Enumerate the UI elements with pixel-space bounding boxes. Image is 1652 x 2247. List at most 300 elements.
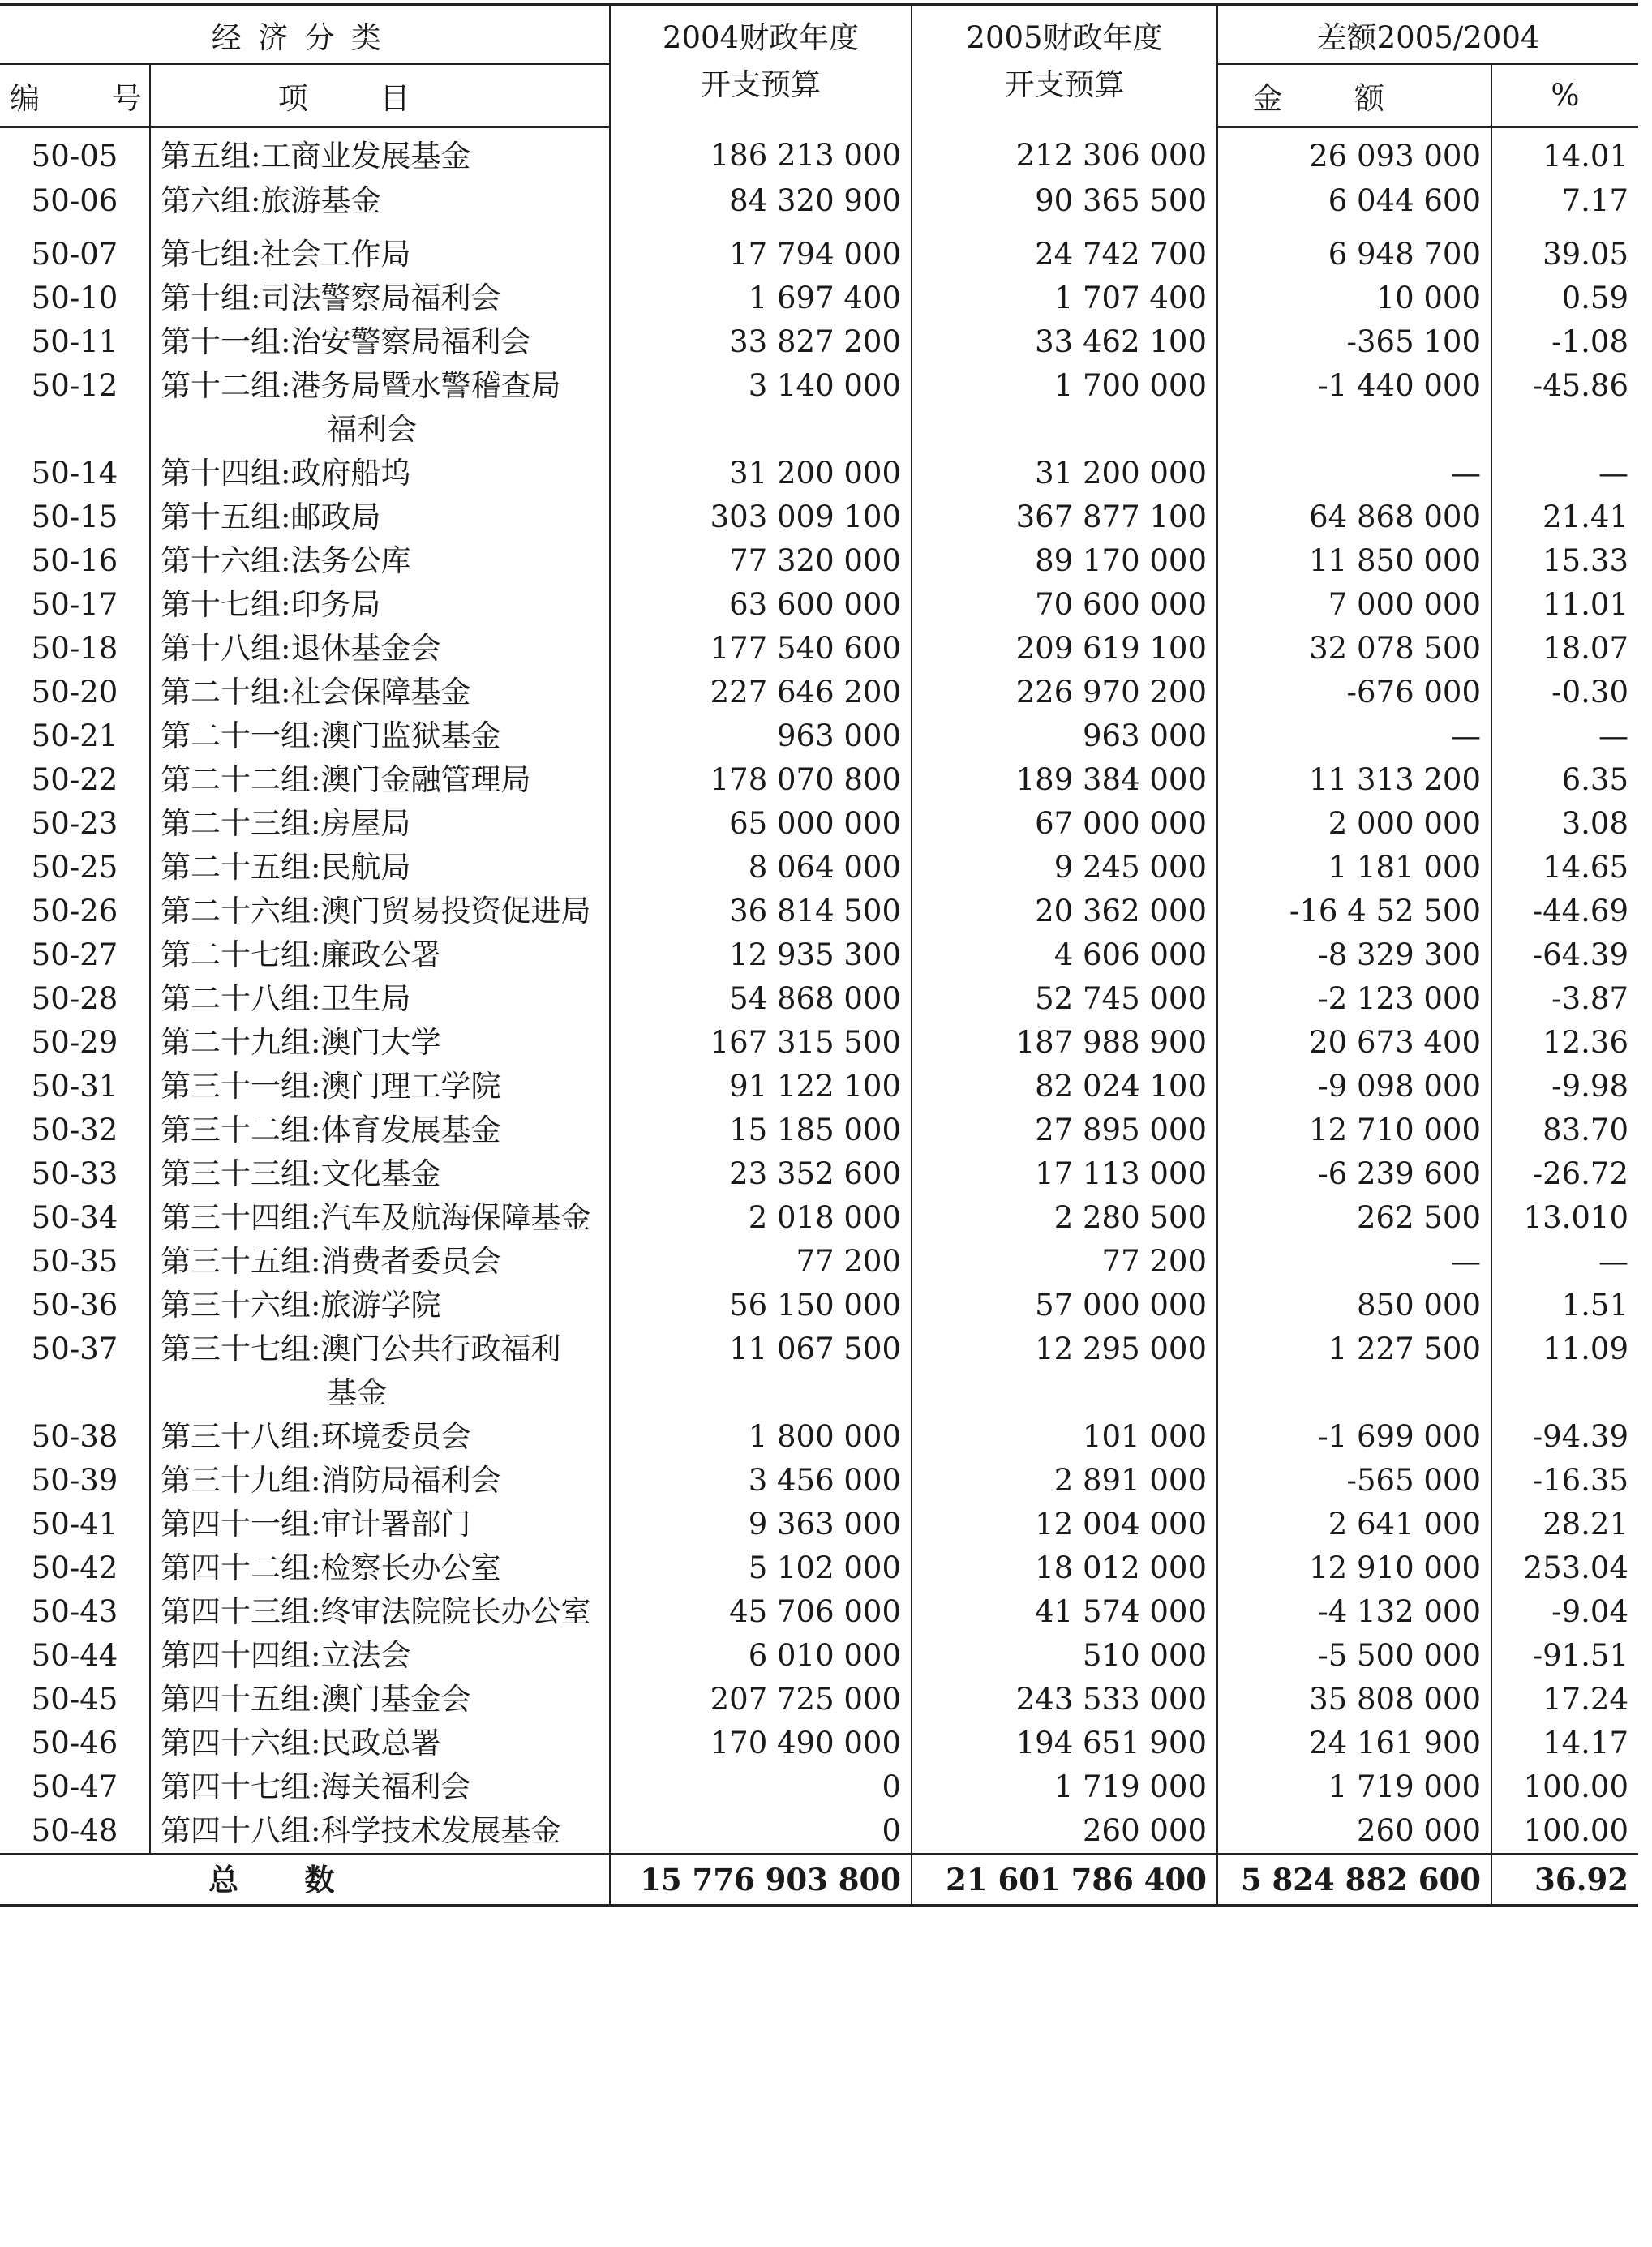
row-item — [150, 1634, 610, 1678]
row-y2005: 212 306 000 — [912, 127, 1217, 179]
row-item — [150, 1284, 610, 1327]
total-y2004: 15 776 903 800 — [610, 1854, 912, 1906]
table-row — [0, 1196, 1638, 1240]
row-item — [150, 933, 610, 977]
row-item-label: 第二十二组:澳门金融管理局 — [161, 761, 531, 797]
table-row — [0, 233, 1638, 277]
row-y2004: 5 102 000 — [610, 1546, 912, 1590]
row-y2004: 65 000 000 — [610, 802, 912, 846]
row-item-label: 第二十九组:澳门大学 — [161, 1024, 441, 1060]
row-amount: -4 132 000 — [1217, 1590, 1491, 1634]
row-code: 50-29 — [31, 1024, 118, 1060]
row-pct: 11.09 — [1491, 1327, 1638, 1415]
row-code: 50-25 — [31, 849, 118, 885]
row-item — [150, 890, 610, 933]
row-y2005: 367 877 100 — [912, 495, 1217, 539]
row-y2004: 207 725 000 — [610, 1678, 912, 1722]
row-pct: — — [1491, 714, 1638, 758]
row-pct: -64.39 — [1491, 933, 1638, 977]
row-item-label: 第三十四组:汽车及航海保障基金 — [161, 1199, 591, 1235]
row-y2004: 0 — [610, 1765, 912, 1809]
row-amount: -9 098 000 — [1217, 1065, 1491, 1108]
row-y2005: 101 000 — [912, 1415, 1217, 1459]
row-pct: 28.21 — [1491, 1503, 1638, 1546]
row-y2004: 303 009 100 — [610, 495, 912, 539]
table-row — [0, 627, 1638, 671]
row-code: 50-17 — [31, 586, 118, 622]
row-amount: -1 440 000 — [1217, 364, 1491, 452]
table-row — [0, 1765, 1638, 1809]
row-y2005: 82 024 100 — [912, 1065, 1217, 1108]
row-item — [150, 1065, 610, 1108]
row-item-label: 第五组:工商业发展基金 — [161, 139, 471, 174]
table-row — [0, 1108, 1638, 1152]
row-code: 50-10 — [31, 280, 118, 315]
row-item-continuation: 福利会 — [327, 411, 417, 447]
row-y2004: 1 697 400 — [610, 277, 912, 320]
row-item-label: 第四十四组:立法会 — [161, 1637, 411, 1673]
row-item — [150, 1196, 610, 1240]
row-pct: 0.59 — [1491, 277, 1638, 320]
row-pct: 100.00 — [1491, 1809, 1638, 1855]
row-amount: 6 948 700 — [1217, 233, 1491, 277]
row-y2005: 1 707 400 — [912, 277, 1217, 320]
row-item-label: 第四十八组:科学技术发展基金 — [161, 1812, 561, 1848]
row-item-label: 第二十五组:民航局 — [161, 849, 411, 885]
row-code: 50-34 — [31, 1199, 118, 1235]
row-item — [150, 1590, 610, 1634]
row-y2004: 3 140 000 — [610, 364, 912, 452]
row-item-label: 第三十五组:消费者委员会 — [161, 1243, 501, 1279]
row-pct: 253.04 — [1491, 1546, 1638, 1590]
row-y2004: 178 070 800 — [610, 758, 912, 802]
row-y2005: 4 606 000 — [912, 933, 1217, 977]
table-row — [0, 933, 1638, 977]
row-item — [150, 1415, 610, 1459]
header-amount: 金额 — [1217, 64, 1491, 127]
row-item-label: 第二十六组:澳门贸易投资促进局 — [161, 893, 591, 928]
row-amount: 24 161 900 — [1217, 1722, 1491, 1765]
row-y2004: 6 010 000 — [610, 1634, 912, 1678]
row-amount: -565 000 — [1217, 1459, 1491, 1503]
row-y2005: 24 742 700 — [912, 233, 1217, 277]
row-y2005: 194 651 900 — [912, 1722, 1217, 1765]
row-y2004: 77 200 — [610, 1240, 912, 1284]
row-pct: — — [1491, 1240, 1638, 1284]
row-amount: 260 000 — [1217, 1809, 1491, 1855]
row-amount: 1 181 000 — [1217, 846, 1491, 890]
total-row — [0, 1854, 1638, 1906]
table-row — [0, 802, 1638, 846]
row-amount: 12 710 000 — [1217, 1108, 1491, 1152]
row-y2005: 18 012 000 — [912, 1546, 1217, 1590]
table-row — [0, 890, 1638, 933]
row-item — [150, 758, 610, 802]
row-item — [150, 1503, 610, 1546]
row-item-label: 第三十一组:澳门理工学院 — [161, 1068, 501, 1104]
row-item-label: 第三十七组:澳门公共行政福利 — [161, 1331, 561, 1366]
row-item-label: 第二十三组:房屋局 — [161, 805, 411, 841]
row-y2004: 11 067 500 — [610, 1327, 912, 1415]
total-pct: 36.92 — [1491, 1854, 1638, 1906]
row-y2005: 189 384 000 — [912, 758, 1217, 802]
row-amount: 7 000 000 — [1217, 583, 1491, 627]
row-item — [150, 1240, 610, 1284]
row-pct: -3.87 — [1491, 977, 1638, 1021]
row-item — [150, 714, 610, 758]
row-y2005: 20 362 000 — [912, 890, 1217, 933]
row-code: 50-35 — [31, 1243, 118, 1279]
row-y2005: 89 170 000 — [912, 539, 1217, 583]
table-row — [0, 1284, 1638, 1327]
row-item — [150, 671, 610, 714]
row-y2005: 243 533 000 — [912, 1678, 1217, 1722]
header-budget-2005 — [912, 5, 1217, 127]
row-pct: 39.05 — [1491, 233, 1638, 277]
row-item-label: 第二十组:社会保障基金 — [161, 674, 471, 710]
header-budget-2005-line2: 开支预算 — [1004, 67, 1125, 102]
row-amount: 11 313 200 — [1217, 758, 1491, 802]
row-item-label: 第四十三组:终审法院院长办公室 — [161, 1593, 591, 1629]
row-code: 50-32 — [31, 1112, 118, 1147]
row-code: 50-12 — [31, 367, 118, 403]
row-y2004: 3 456 000 — [610, 1459, 912, 1503]
row-y2004: 77 320 000 — [610, 539, 912, 583]
row-pct: 18.07 — [1491, 627, 1638, 671]
row-item — [150, 539, 610, 583]
table-row — [0, 539, 1638, 583]
row-code: 50-05 — [31, 139, 118, 174]
row-pct: -45.86 — [1491, 364, 1638, 452]
row-y2005: 1 719 000 — [912, 1765, 1217, 1809]
row-item — [150, 846, 610, 890]
row-item-label: 第四十六组:民政总署 — [161, 1725, 441, 1760]
row-amount: 1 227 500 — [1217, 1327, 1491, 1415]
header-econ-class: 经济分类 — [0, 5, 610, 64]
row-y2004: 186 213 000 — [610, 127, 912, 179]
row-code: 50-15 — [31, 499, 118, 534]
table-row — [0, 846, 1638, 890]
table-header — [0, 5, 1638, 127]
header-diff: 差额2005/2004 — [1217, 5, 1638, 64]
row-amount: -5 500 000 — [1217, 1634, 1491, 1678]
row-code: 50-39 — [31, 1462, 118, 1498]
row-code: 50-46 — [31, 1725, 118, 1760]
row-code: 50-37 — [31, 1331, 118, 1366]
row-y2005: 70 600 000 — [912, 583, 1217, 627]
row-pct: -9.98 — [1491, 1065, 1638, 1108]
row-code: 50-21 — [31, 718, 118, 753]
row-y2004: 963 000 — [610, 714, 912, 758]
row-item-label: 第三十六组:旅游学院 — [161, 1287, 441, 1323]
row-y2005: 41 574 000 — [912, 1590, 1217, 1634]
row-amount: 2 000 000 — [1217, 802, 1491, 846]
table-row — [0, 758, 1638, 802]
row-amount: 64 868 000 — [1217, 495, 1491, 539]
row-y2005: 963 000 — [912, 714, 1217, 758]
row-y2005: 31 200 000 — [912, 452, 1217, 495]
table-row — [0, 1590, 1638, 1634]
row-item — [150, 1546, 610, 1590]
row-item-label: 第十八组:退休基金会 — [161, 630, 441, 666]
row-code: 50-18 — [31, 630, 118, 666]
header-percent: % — [1491, 64, 1638, 127]
row-y2005: 52 745 000 — [912, 977, 1217, 1021]
row-item-label: 第二十一组:澳门监狱基金 — [161, 718, 501, 753]
row-y2004: 33 827 200 — [610, 320, 912, 364]
row-pct: -0.30 — [1491, 671, 1638, 714]
row-pct: -9.04 — [1491, 1590, 1638, 1634]
row-y2004: 170 490 000 — [610, 1722, 912, 1765]
row-code: 50-41 — [31, 1506, 118, 1542]
row-amount: 850 000 — [1217, 1284, 1491, 1327]
row-code: 50-26 — [31, 893, 118, 928]
table-row — [0, 1503, 1638, 1546]
row-y2004: 91 122 100 — [610, 1065, 912, 1108]
row-y2004: 0 — [610, 1809, 912, 1855]
row-pct: 11.01 — [1491, 583, 1638, 627]
row-item-label: 第三十二组:体育发展基金 — [161, 1112, 501, 1147]
row-pct: 14.65 — [1491, 846, 1638, 890]
row-pct: 6.35 — [1491, 758, 1638, 802]
row-item-label: 第四十一组:审计署部门 — [161, 1506, 471, 1542]
row-y2004: 227 646 200 — [610, 671, 912, 714]
row-pct: 17.24 — [1491, 1678, 1638, 1722]
row-amount: 32 078 500 — [1217, 627, 1491, 671]
row-amount: 11 850 000 — [1217, 539, 1491, 583]
table-row — [0, 495, 1638, 539]
row-code: 50-23 — [31, 805, 118, 841]
row-amount: 1 719 000 — [1217, 1765, 1491, 1809]
row-y2005: 187 988 900 — [912, 1021, 1217, 1065]
table-row — [0, 277, 1638, 320]
row-item-continuation: 基金 — [327, 1374, 387, 1410]
header-budget-2004-line2: 开支预算 — [701, 67, 821, 102]
table-row — [0, 714, 1638, 758]
row-item — [150, 179, 610, 233]
row-pct: -1.08 — [1491, 320, 1638, 364]
row-item — [150, 277, 610, 320]
row-item-label: 第十二组:港务局暨水警稽查局 — [161, 367, 561, 403]
row-pct: 7.17 — [1491, 179, 1638, 233]
row-item-label: 第十组:司法警察局福利会 — [161, 280, 501, 315]
row-code: 50-48 — [31, 1812, 118, 1848]
row-code: 50-20 — [31, 674, 118, 710]
table-row — [0, 1459, 1638, 1503]
row-item-label: 第三十八组:环境委员会 — [161, 1418, 471, 1454]
row-item — [150, 320, 610, 364]
row-amount: 262 500 — [1217, 1196, 1491, 1240]
row-item — [150, 233, 610, 277]
row-y2005: 209 619 100 — [912, 627, 1217, 671]
row-y2005: 510 000 — [912, 1634, 1217, 1678]
row-amount: -16 4 52 500 — [1217, 890, 1491, 933]
table-row — [0, 1240, 1638, 1284]
row-y2004: 56 150 000 — [610, 1284, 912, 1327]
row-pct: 3.08 — [1491, 802, 1638, 846]
row-item — [150, 802, 610, 846]
row-y2005: 2 891 000 — [912, 1459, 1217, 1503]
table-row — [0, 127, 1638, 179]
row-pct: 83.70 — [1491, 1108, 1638, 1152]
row-pct: 14.17 — [1491, 1722, 1638, 1765]
row-code: 50-42 — [31, 1550, 118, 1585]
row-amount: -8 329 300 — [1217, 933, 1491, 977]
row-code: 50-06 — [31, 182, 118, 218]
row-y2005: 57 000 000 — [912, 1284, 1217, 1327]
row-code: 50-36 — [31, 1287, 118, 1323]
table-row — [0, 671, 1638, 714]
row-item — [150, 977, 610, 1021]
row-item — [150, 627, 610, 671]
row-item — [150, 364, 610, 452]
row-code: 50-44 — [31, 1637, 118, 1673]
row-y2005: 17 113 000 — [912, 1152, 1217, 1196]
total-label: 总数 — [0, 1854, 610, 1906]
row-code: 50-28 — [31, 980, 118, 1016]
header-budget-2004-line1: 2004财政年度 — [662, 20, 860, 55]
row-pct: 21.41 — [1491, 495, 1638, 539]
row-amount: -6 239 600 — [1217, 1152, 1491, 1196]
table-row — [0, 1546, 1638, 1590]
row-pct: -44.69 — [1491, 890, 1638, 933]
header-item: 项目 — [150, 64, 610, 127]
row-amount: -2 123 000 — [1217, 977, 1491, 1021]
table-row — [0, 1021, 1638, 1065]
row-y2005: 226 970 200 — [912, 671, 1217, 714]
row-amount: 6 044 600 — [1217, 179, 1491, 233]
row-pct: 12.36 — [1491, 1021, 1638, 1065]
row-amount: -1 699 000 — [1217, 1415, 1491, 1459]
row-amount: 10 000 — [1217, 277, 1491, 320]
table-row — [0, 583, 1638, 627]
row-amount: — — [1217, 452, 1491, 495]
table-row — [0, 1065, 1638, 1108]
header-code: 编号 — [0, 64, 150, 127]
row-item — [150, 452, 610, 495]
row-code: 50-31 — [31, 1068, 118, 1104]
row-item-label: 第十一组:治安警察局福利会 — [161, 324, 531, 359]
header-budget-2005-line1: 2005财政年度 — [966, 20, 1163, 55]
row-item-label: 第四十七组:海关福利会 — [161, 1769, 471, 1804]
row-code: 50-11 — [31, 324, 118, 359]
row-item-label: 第二十八组:卫生局 — [161, 980, 411, 1016]
table-row — [0, 1634, 1638, 1678]
budget-table — [0, 3, 1638, 1907]
row-item-label: 第四十五组:澳门基金会 — [161, 1681, 471, 1717]
row-code: 50-27 — [31, 937, 118, 972]
total-y2005: 21 601 786 400 — [912, 1854, 1217, 1906]
row-amount: 26 093 000 — [1217, 127, 1491, 179]
row-y2004: 31 200 000 — [610, 452, 912, 495]
table-body — [0, 127, 1638, 1855]
table-row — [0, 1152, 1638, 1196]
table-row — [0, 452, 1638, 495]
row-item — [150, 1152, 610, 1196]
table-row — [0, 1722, 1638, 1765]
row-item-label: 第三十九组:消防局福利会 — [161, 1462, 501, 1498]
row-pct: 14.01 — [1491, 127, 1638, 179]
row-item-label: 第十七组:印务局 — [161, 586, 381, 622]
row-code: 50-43 — [31, 1593, 118, 1629]
row-item — [150, 1722, 610, 1765]
row-item — [150, 1459, 610, 1503]
table-row — [0, 179, 1638, 233]
table-row — [0, 1327, 1638, 1415]
row-item — [150, 1108, 610, 1152]
row-pct: — — [1491, 452, 1638, 495]
row-code: 50-22 — [31, 761, 118, 797]
table-row — [0, 320, 1638, 364]
row-y2005: 260 000 — [912, 1809, 1217, 1855]
total-amount: 5 824 882 600 — [1217, 1854, 1491, 1906]
row-item — [150, 583, 610, 627]
row-y2005: 9 245 000 — [912, 846, 1217, 890]
row-y2004: 54 868 000 — [610, 977, 912, 1021]
row-y2004: 63 600 000 — [610, 583, 912, 627]
row-code: 50-07 — [31, 236, 118, 272]
row-amount: 20 673 400 — [1217, 1021, 1491, 1065]
row-pct: -91.51 — [1491, 1634, 1638, 1678]
row-pct: 100.00 — [1491, 1765, 1638, 1809]
row-pct: -26.72 — [1491, 1152, 1638, 1196]
row-y2005: 90 365 500 — [912, 179, 1217, 233]
row-item-label: 第四十二组:检察长办公室 — [161, 1550, 501, 1585]
row-y2004: 36 814 500 — [610, 890, 912, 933]
row-item — [150, 1809, 610, 1855]
row-amount: 12 910 000 — [1217, 1546, 1491, 1590]
row-y2005: 33 462 100 — [912, 320, 1217, 364]
row-y2004: 45 706 000 — [610, 1590, 912, 1634]
row-item-label: 第十五组:邮政局 — [161, 499, 381, 534]
table-row — [0, 1678, 1638, 1722]
row-amount: -676 000 — [1217, 671, 1491, 714]
row-y2004: 9 363 000 — [610, 1503, 912, 1546]
row-y2005: 12 295 000 — [912, 1327, 1217, 1415]
row-y2004: 23 352 600 — [610, 1152, 912, 1196]
row-pct: 13.010 — [1491, 1196, 1638, 1240]
row-code: 50-45 — [31, 1681, 118, 1717]
row-pct: 1.51 — [1491, 1284, 1638, 1327]
row-y2004: 2 018 000 — [610, 1196, 912, 1240]
row-pct: 15.33 — [1491, 539, 1638, 583]
row-code: 50-33 — [31, 1156, 118, 1191]
row-amount: — — [1217, 1240, 1491, 1284]
row-item — [150, 1678, 610, 1722]
row-code: 50-16 — [31, 542, 118, 578]
row-y2004: 167 315 500 — [610, 1021, 912, 1065]
row-y2004: 177 540 600 — [610, 627, 912, 671]
row-code: 50-14 — [31, 455, 118, 491]
row-y2004: 1 800 000 — [610, 1415, 912, 1459]
row-y2004: 84 320 900 — [610, 179, 912, 233]
table-row — [0, 1415, 1638, 1459]
row-y2005: 27 895 000 — [912, 1108, 1217, 1152]
row-amount: 35 808 000 — [1217, 1678, 1491, 1722]
row-item-label: 第七组:社会工作局 — [161, 236, 411, 272]
row-item-label: 第六组:旅游基金 — [161, 182, 381, 218]
row-y2005: 1 700 000 — [912, 364, 1217, 452]
row-y2004: 8 064 000 — [610, 846, 912, 890]
row-item — [150, 1765, 610, 1809]
row-item — [150, 1021, 610, 1065]
row-y2005: 77 200 — [912, 1240, 1217, 1284]
row-pct: -94.39 — [1491, 1415, 1638, 1459]
row-y2005: 12 004 000 — [912, 1503, 1217, 1546]
table-row — [0, 1809, 1638, 1855]
row-item-label: 第三十三组:文化基金 — [161, 1156, 441, 1191]
row-code: 50-38 — [31, 1418, 118, 1454]
